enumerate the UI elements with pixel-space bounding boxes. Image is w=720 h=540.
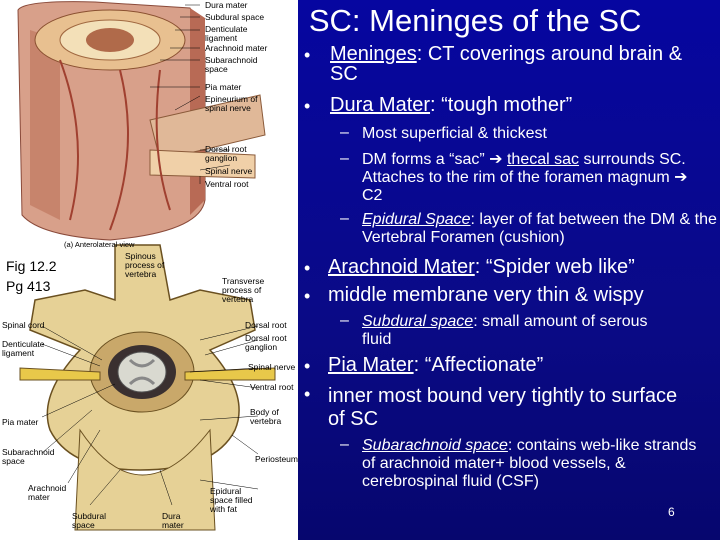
dash: –: [340, 150, 349, 167]
sub-pia-1-text: : contains web-like strands of arachnoid mater+ blood vessels, & cerebrospinal fluid (CSF): [362, 437, 697, 490]
dash: –: [340, 312, 349, 329]
term-dura-mater: Dura Mater: [330, 94, 431, 116]
label-dura-mater: Dura mater: [205, 0, 248, 10]
term-meninges: Meninges: [330, 43, 417, 65]
label-pia-bottom: Pia mater: [2, 417, 39, 427]
bullet-dura-text: : “tough mother”: [430, 94, 573, 116]
label-subarachnoid-space: Subarachnoid space: [205, 55, 258, 74]
term-thecal-sac: thecal sac: [506, 151, 580, 168]
label-subdural-bottom: Subdural space: [72, 511, 107, 530]
label-spinous-process: Spinous process of vertebra: [125, 251, 165, 279]
bullet-dot: •: [304, 258, 311, 278]
sub-dura-2-before: DM forms a “sac”: [362, 151, 490, 168]
label-epidural-space: Epidural space filled with fat: [210, 486, 253, 514]
sub-pia-1: [362, 437, 712, 491]
bullet-arachnoid: [328, 257, 718, 277]
figure-caption: [6, 256, 57, 296]
sub-dura-2-after: surrounds SC. Attaches to the rim of the foramen magnum ➔ C2: [362, 151, 688, 204]
bullet-pia-text: : “Affectionate”: [413, 354, 544, 376]
label-subdural-space: Subdural space: [205, 12, 265, 22]
sub-dura-3: [362, 211, 717, 247]
label-drg-bottom: Dorsal root ganglion: [245, 333, 287, 352]
dash: –: [340, 210, 349, 227]
term-arachnoid-mater: Arachnoid Mater: [328, 256, 475, 278]
page-number: 6: [668, 505, 675, 519]
bullet-inner-most: inner most bound very tightly to surface of SC: [328, 385, 678, 430]
sub-dura-2: [362, 151, 712, 205]
bullet-dot: •: [304, 286, 311, 306]
slide-title: I. SC: Meninges of the SC: [283, 3, 642, 38]
bullet-dot: •: [304, 356, 311, 376]
bullet-dot: •: [304, 384, 311, 404]
bullet-pia: [328, 355, 708, 375]
bullet-dot: •: [304, 96, 311, 116]
label-spinal-cord: Spinal cord: [2, 320, 45, 330]
bullet-dot: •: [304, 45, 311, 65]
anatomy-figure-panel: [0, 0, 298, 540]
dash: –: [340, 124, 349, 141]
bullet-dura: [330, 95, 690, 115]
term-pia-mater: Pia Mater: [328, 354, 414, 376]
label-dura-bottom: Dura mater: [162, 511, 184, 530]
dash: –: [340, 436, 349, 453]
label-denticulate-bottom: Denticulate ligament: [2, 339, 45, 358]
sub-dura-3-text: : layer of fat between the DM & the Vertebral Foramen (cushion): [362, 211, 717, 246]
label-ventral-root: Ventral root: [205, 179, 249, 189]
label-spinal-nerve: Spinal nerve: [205, 166, 253, 176]
bullet-arachnoid-text: : “Spider web like”: [474, 256, 635, 278]
term-subarachnoid-space: Subarachnoid space: [362, 437, 508, 454]
label-arachnoid-bottom: Arachnoid mater: [28, 483, 67, 502]
bullet-meninges-text: : CT coverings around brain & SC: [330, 43, 683, 85]
label-ventral-root-bottom: Ventral root: [250, 382, 294, 392]
label-epineurium: Epineurium of spinal nerve: [205, 94, 258, 113]
term-subdural-space: Subdural space: [362, 313, 474, 330]
label-periosteum: Periosteum: [255, 454, 298, 464]
term-epidural-space: Epidural Space: [362, 211, 471, 228]
figure-page: Pg 413: [6, 278, 51, 294]
label-dorsal-root: Dorsal root: [245, 320, 287, 330]
label-arachnoid-mater: Arachnoid mater: [205, 43, 268, 53]
figure-number: Fig 12.2: [6, 258, 57, 274]
sub-dura-1: Most superficial & thickest: [362, 125, 547, 142]
label-body-vertebra: Body of vertebra: [250, 407, 282, 426]
sub-arachnoid-1-text: : small amount of serous fluid: [362, 313, 648, 348]
bullet-meninges: [330, 44, 690, 84]
label-dorsal-root-ganglion: Dorsal root ganglion: [205, 144, 247, 163]
label-transverse-process: Transverse process of vertebra: [222, 276, 265, 304]
label-subarachnoid-bottom: Subarachnoid space: [2, 447, 55, 466]
label-denticulate-ligament: Denticulate ligament: [205, 24, 248, 43]
top-view-caption: (a) Anterolateral view: [64, 240, 135, 249]
arrow-icon: ➔: [489, 151, 503, 168]
label-pia-mater: Pia mater: [205, 82, 242, 92]
bullet-middle-membrane: middle membrane very thin & wispy: [328, 284, 644, 306]
label-spinal-nerve-bottom: Spinal nerve: [248, 362, 296, 372]
sub-arachnoid-1: [362, 313, 662, 349]
